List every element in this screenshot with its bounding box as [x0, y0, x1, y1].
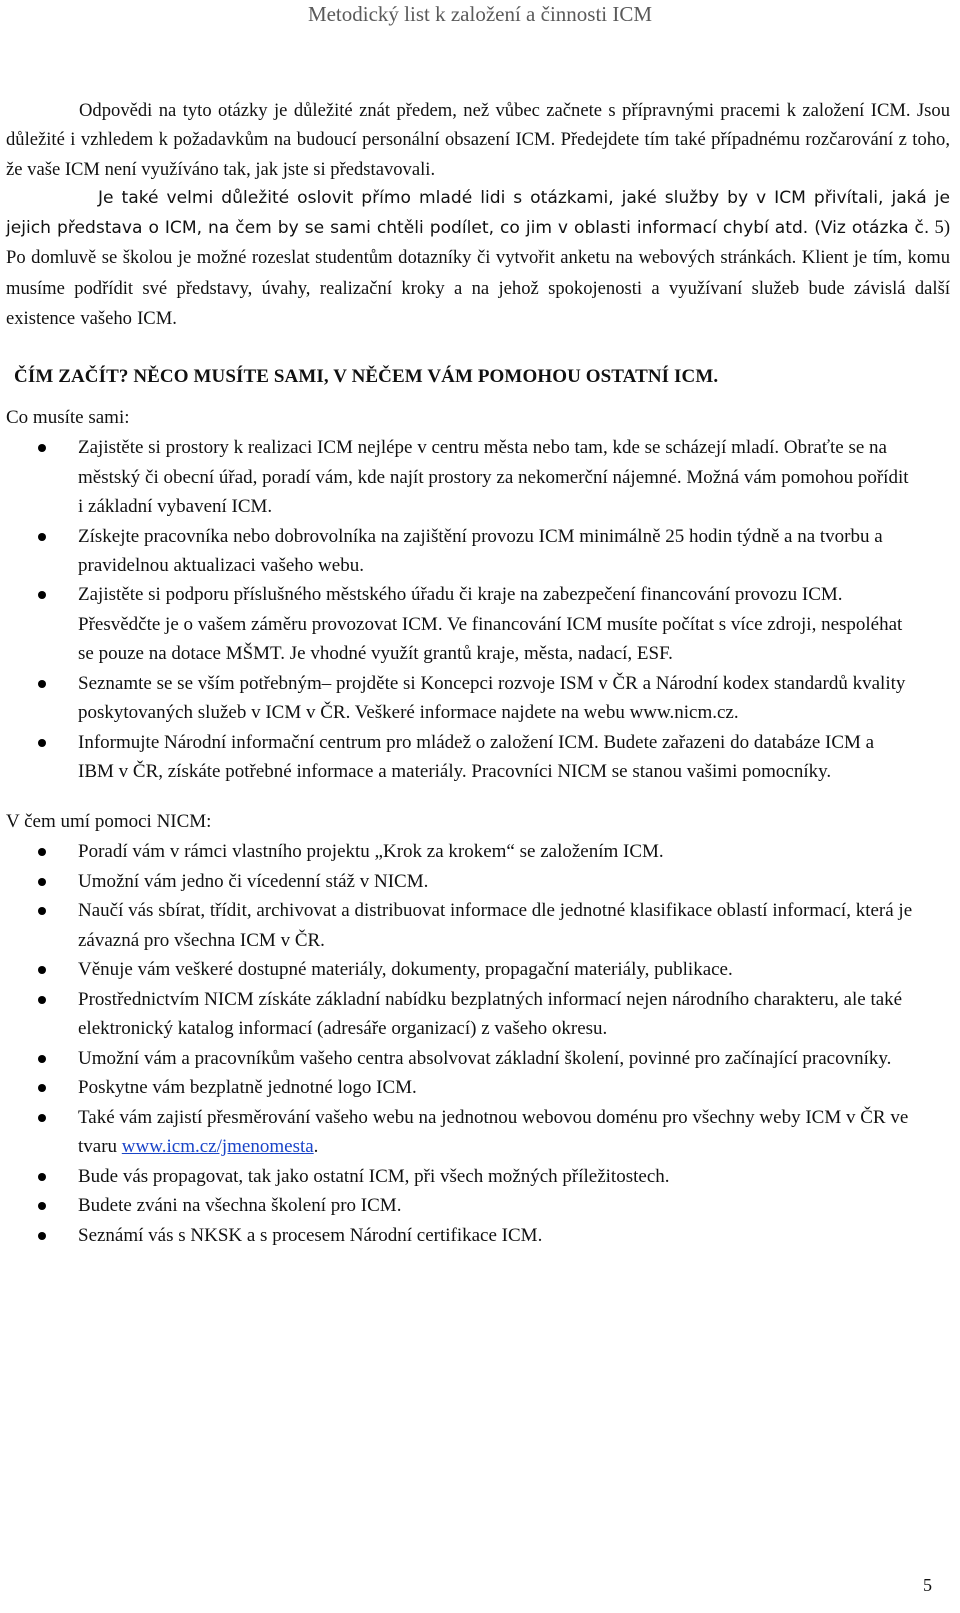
list-item: Zajistěte si podporu příslušného městského úřadu či kraje na zabezpečení financování provozu ICM. Přesvědčte je o vašem záměru provozovat ICM. Ve financování ICM musíte počítat s více zdroji, nespoléhat se pouze na dotace MŠMT. Je vhodné využít grantů kraje, města, nadací, ESF. [6, 580, 914, 668]
list-item: Umožní vám jedno či vícedenní stáž v NICM. [6, 867, 914, 896]
bullet-icon [38, 907, 46, 915]
icm-domain-link[interactable]: www.icm.cz/jmenomesta [121, 1136, 314, 1158]
bullet-icon [38, 739, 46, 747]
list-item: Prostřednictvím NICM získáte základní nabídku bezplatných informací nejen národního charakteru, ale také elektronický katalog informací (adresáře organizací) z vašeho okresu. [6, 985, 914, 1044]
intro-paragraph-2-part-a: Je také velmi důležité oslovit přímo mladé lidi s otázkami, jaké služby by v ICM přivítali, jaká je jejich představa o ICM, na čem by se sami chtěli podílet, co jim v oblasti informací chybí atd. (Viz otázka č. [6, 187, 950, 239]
list-item: Bude vás propagovat, tak jako ostatní ICM, při všech možných příležitostech. [6, 1162, 914, 1191]
list-item: Naučí vás sbírat, třídit, archivovat a distribuovat informace dle jednotné klasifikace oblastí informací, která je závazná pro všechna ICM v ČR. [6, 896, 914, 955]
running-header: Metodický list k založení a činnosti ICM [307, 2, 653, 26]
bullet-icon [38, 533, 46, 541]
bullet-icon [38, 1202, 46, 1210]
bullet-icon [38, 1055, 46, 1063]
list-item: Věnuje vám veškeré dostupné materiály, dokumenty, propagační materiály, publikace. [6, 955, 958, 984]
bullet-icon [38, 1114, 46, 1122]
list-item: Budete zváni na všechna školení pro ICM. [6, 1191, 914, 1220]
nicm-help-list [6, 837, 950, 1250]
intro-paragraph-1: Odpovědi na tyto otázky je důležité znát předem, než vůbec začnete s přípravnými pracemi k založení ICM. Jsou důležité i vzhledem k požadavkům na budoucí personální obsazení ICM. Předejdete tím také případnému rozčarování z toho, že vaše ICM není využíváno tak, jak jste si představovali. [6, 100, 950, 180]
list-item: Informujte Národní informační centrum pro mládež o založení ICM. Budete zařazeni do databáze ICM a IBM v ČR, získáte potřebné informace a materiály. Pracovníci NICM se stanou vašimi pomocníky. [6, 728, 914, 787]
bullet-icon [38, 848, 46, 856]
list-item: Seznamte se se vším potřebným– projděte si Koncepci rozvoje ISM v ČR a Národní kodex standardů kvality poskytovaných služeb v ICM v ČR. Veškeré informace najdete na webu www.nicm.cz. [6, 669, 914, 728]
list-item: Zajistěte si prostory k realizaci ICM nejlépe v centru města nebo tam, kde se scházejí mladí. Obraťte se na městský či obecní úřad, poradí vám, kde najít prostory za nekomerční nájemné. Možná vám pomohou pořídit i základní vybavení ICM. [6, 433, 914, 521]
bullet-icon [38, 680, 46, 688]
intro-paragraph-2-part-b: 5) Po domluvě se školou je možné rozeslat studentům dotazníky či vytvořit anketu na webových stránkách. Klient je tím, komu musíme podřídit své představy, úvahy, realizační kroky a na jehož spokojenosti a využívaní služeb bude závislá další existence vašeho ICM. [6, 217, 951, 330]
bullet-icon [38, 996, 46, 1004]
bullet-icon [38, 591, 46, 599]
bullet-icon [38, 878, 46, 886]
list-item: Poradí vám v rámci vlastního projektu „Krok za krokem“ se založením ICM. [6, 837, 914, 866]
intro-paragraph-2 [6, 184, 950, 334]
document-body [6, 96, 950, 1251]
page-number: 5 [923, 1575, 932, 1595]
list-title-must-do: Co musíte sami: [6, 407, 130, 429]
must-do-list [6, 433, 950, 786]
bullet-icon [38, 1173, 46, 1181]
list-title-nicm-help: V čem umí pomoci NICM: [6, 811, 212, 833]
list-item: Seznámí vás s NKSK a s procesem Národní certifikace ICM. [6, 1221, 914, 1250]
list-item: Také vám zajistí přesměrování vašeho webu na jednotnou webovou doménu pro všechny weby ICM v ČR ve tvaru www.icm.cz/jmenomesta. [6, 1103, 914, 1162]
bullet-icon [38, 1084, 46, 1092]
list-item: Získejte pracovníka nebo dobrovolníka na zajištění provozu ICM minimálně 25 hodin týdně a na tvorbu a pravidelnou aktualizaci vašeho webu. [6, 522, 914, 581]
bullet-icon [38, 966, 46, 974]
bullet-icon [38, 444, 46, 452]
list-item: Umožní vám a pracovníkům vašeho centra absolvovat základní školení, povinné pro začínající pracovníky. [6, 1044, 914, 1073]
list-item: Poskytne vám bezplatně jednotné logo ICM. [6, 1073, 914, 1102]
bullet-icon [38, 1232, 46, 1240]
section-heading: ČÍM ZAČÍT? NĚCO MUSÍTE SAMI, V NĚČEM VÁM POMOHOU OSTATNÍ ICM. [14, 366, 719, 388]
